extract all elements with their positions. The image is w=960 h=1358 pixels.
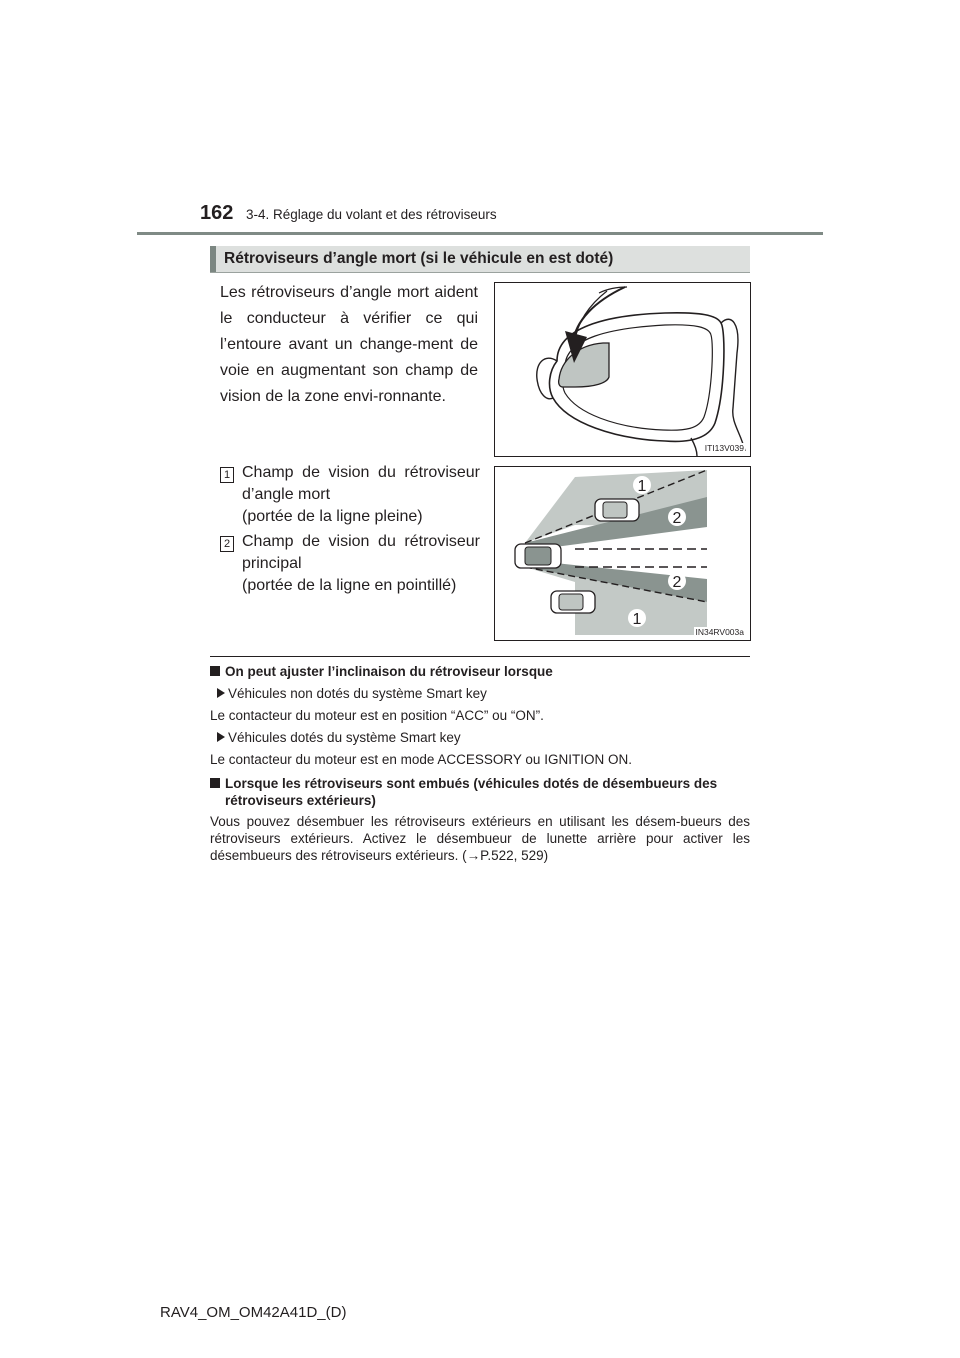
legend-number-2: 2 bbox=[220, 536, 234, 552]
note-adjust-item-1 bbox=[210, 685, 750, 702]
lanes-figure bbox=[494, 466, 751, 641]
legend-item-1-text: Champ de vision du rétroviseur d’angle mort bbox=[242, 464, 480, 503]
note-adjust-heading bbox=[210, 663, 750, 680]
section-divider bbox=[210, 656, 750, 657]
callout-2-top-label: 2 bbox=[672, 510, 682, 527]
footer-doc-code: RAV4_OM_OM42A41D_(D) bbox=[160, 1304, 347, 1321]
triangle-bullet-icon bbox=[217, 732, 225, 742]
blind-spot-diagram bbox=[495, 467, 750, 640]
callout-2-bottom-label: 2 bbox=[672, 574, 682, 591]
square-bullet-icon bbox=[210, 666, 220, 676]
note-adjust-item-2-text: Véhicules dotés du système Smart key bbox=[228, 730, 461, 745]
mirror-figure bbox=[494, 282, 751, 457]
page-number: 162 bbox=[200, 202, 234, 224]
intro-paragraph: Les rétroviseurs d’angle mort aident le conducteur à vérifier ce qui l’entoure avant un change-ment de voie en augmentant son champ de vision de la zone envi-ronnante. bbox=[220, 284, 478, 405]
callout-1-top-label: 1 bbox=[637, 478, 647, 495]
mirror-figure-code: ITI13V039 bbox=[704, 443, 744, 453]
header-rule bbox=[137, 232, 823, 235]
legend-item-1 bbox=[242, 462, 480, 528]
legend-item-1-note: (portée de la ligne pleine) bbox=[242, 508, 423, 525]
square-bullet-icon bbox=[210, 778, 220, 788]
note-adjust bbox=[210, 663, 750, 768]
note-adjust-item-1-text: Véhicules non dotés du système Smart key bbox=[228, 686, 487, 701]
callout-1-bottom-label: 1 bbox=[632, 611, 642, 628]
note-adjust-text-2: Le contacteur du moteur est en mode ACCESSORY ou IGNITION ON. bbox=[210, 752, 632, 767]
mirror-illustration bbox=[495, 283, 750, 456]
note-fog-heading bbox=[210, 775, 750, 809]
legend-item-2 bbox=[242, 531, 480, 597]
lanes-figure-code: IN34RV003a bbox=[695, 627, 744, 637]
section-header-accent bbox=[210, 246, 216, 272]
section-header bbox=[210, 246, 750, 273]
legend-item-2-note: (portée de la ligne en pointillé) bbox=[242, 577, 457, 594]
triangle-bullet-icon bbox=[217, 688, 225, 698]
note-fog-body: Vous pouvez désembuer les rétroviseurs extérieurs en utilisant les désem-bueurs des rétroviseurs extérieurs. Activez le désembueur de lunette arrière pour activer les désembueurs des rétroviseurs extérieurs. (→P.522, 529) bbox=[210, 814, 750, 863]
note-fog bbox=[210, 775, 750, 864]
note-adjust-heading-text: On peut ajuster l’inclinaison du rétroviseur lorsque bbox=[225, 664, 553, 679]
legend-item-2-text: Champ de vision du rétroviseur principal bbox=[242, 533, 480, 572]
chapter-title: 3-4. Réglage du volant et des rétroviseurs bbox=[246, 207, 497, 222]
note-fog-heading-text: Lorsque les rétroviseurs sont embués (véhicules dotés de désembueurs des rétroviseurs extérieurs) bbox=[225, 776, 718, 808]
note-adjust-item-2 bbox=[210, 729, 750, 746]
note-adjust-text-1: Le contacteur du moteur est en position “ACC” ou “ON”. bbox=[210, 708, 544, 723]
section-title: Rétroviseurs d’angle mort (si le véhicule en est doté) bbox=[224, 250, 614, 267]
legend-number-1: 1 bbox=[220, 467, 234, 483]
